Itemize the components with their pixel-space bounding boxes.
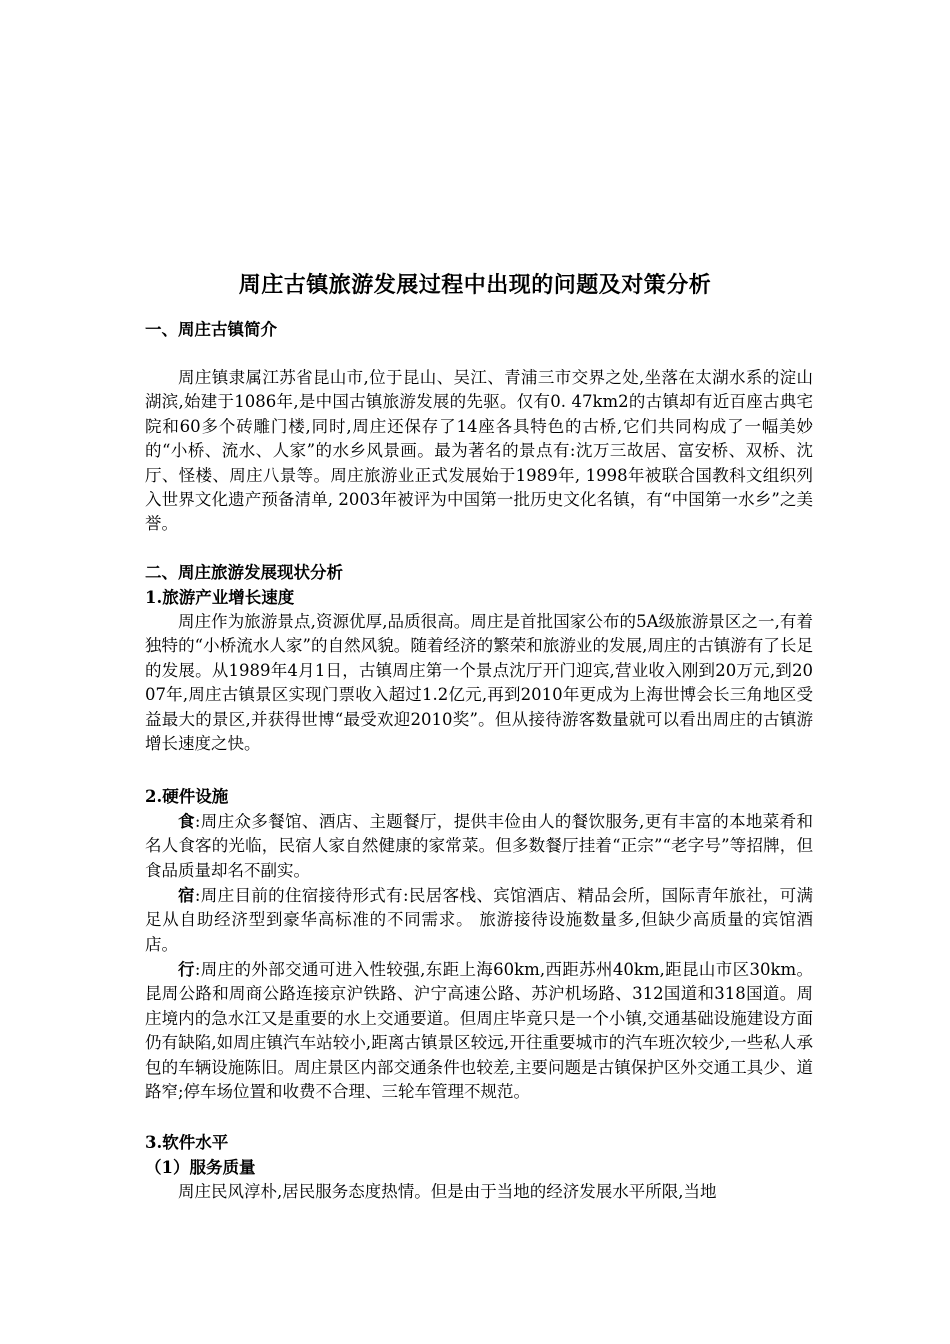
lodging-text: :周庄目前的住宿接待形式有:民居客栈、宾馆酒店、精品会所，国际青年旅社，可满足从自助经济型到豪华高标准的不同需求。 旅游接待设施数量多,但缺少高质量的宾馆酒店。 — [145, 886, 814, 954]
food-text: :周庄众多餐馆、酒店、主题餐厅，提供丰俭由人的餐饮服务,更有丰富的本地菜肴和名人食客的光临，民宿人家自然健康的家常菜。但多数餐厅挂着“正宗”“老字号”等招牌，但食品质量却名不副实。 — [145, 812, 814, 880]
food-label: 食 — [178, 812, 195, 831]
section-heading-intro: 一、周庄古镇简介 — [145, 320, 277, 339]
transport-paragraph — [145, 958, 813, 1104]
document-title: 周庄古镇旅游发展过程中出现的问题及对策分析 — [238, 272, 712, 298]
growth-paragraph: 周庄作为旅游景点,资源优厚,品质很高。周庄是首批国家公布的5A级旅游景区之一,有着独特的“小桥流水人家”的自然风貌。随着经济的繁荣和旅游业的发展,周庄的古镇游有了长足的发展。从1989年4月1日，古镇周庄第一个景点沈厅开门迎宾,营业收入刚到20万元,到2007年,周庄古镇景区实现门票收入超过1.2亿元,再到2010年更成为上海世博会长三角地区受益最大的景区,并获得世博“最受欢迎2010奖”。但从接待游客数量就可以看出周庄的古镇游增长速度之快。 — [145, 612, 813, 754]
transport-label: 行 — [178, 960, 195, 979]
intro-paragraph: 周庄镇隶属江苏省昆山市,位于昆山、吴江、青浦三市交界之处,坐落在太湖水系的淀山湖滨,始建于1086年,是中国古镇旅游发展的先驱。仅有0. 47km2的古镇却有近百座古典宅院和60多个砖雕门楼,同时,周庄还保存了14座各具特色的古桥,它们共同构成了一幅美妙的“小桥、流水、人家”的水乡风景画。最为著名的景点有:沈万三故居、富安桥、双桥、沈厅、怪楼、周庄八景等。周庄旅游业正式发展始于1989年, 1998年被联合国教科文组织列入世界文化遗产预备清单, 2003年被评为中国第一批历史文化名镇，有“中国第一水乡”之美誉。 — [145, 368, 813, 534]
section-heading-status: 二、周庄旅游发展现状分析 — [145, 563, 343, 582]
subheading-software: 3.软件水平 — [145, 1133, 229, 1152]
transport-text: :周庄的外部交通可进入性较强,东距上海60km,西距苏州40km,距昆山市区30km。昆周公路和周商公路连接京沪铁路、沪宁高速公路、苏沪机场路、312国道和318国道。周庄境内的急水江又是重要的水上交通要道。但周庄毕竟只是一个小镇,交通基础设施建设方面仍有缺陷,如周庄镇汽车站较小,距离古镇景区较远,开往重要城市的汽车班次较少,一些私人承包的车辆设施陈旧。周庄景区内部交通条件也较差,主要问题是古镇保护区外交通工具少、道路窄;停车场位置和收费不合理、三轮车管理不规范。 — [145, 960, 814, 1102]
service-paragraph: 周庄民风淳朴,居民服务态度热情。但是由于当地的经济发展水平所限,当地 — [178, 1182, 717, 1201]
food-paragraph — [145, 810, 813, 883]
subheading-hardware: 2.硬件设施 — [145, 787, 229, 806]
subheading-service-quality: （1）服务质量 — [145, 1158, 256, 1177]
lodging-paragraph — [145, 884, 813, 957]
subheading-growth: 1.旅游产业增长速度 — [145, 588, 295, 607]
lodging-label: 宿 — [178, 886, 195, 905]
